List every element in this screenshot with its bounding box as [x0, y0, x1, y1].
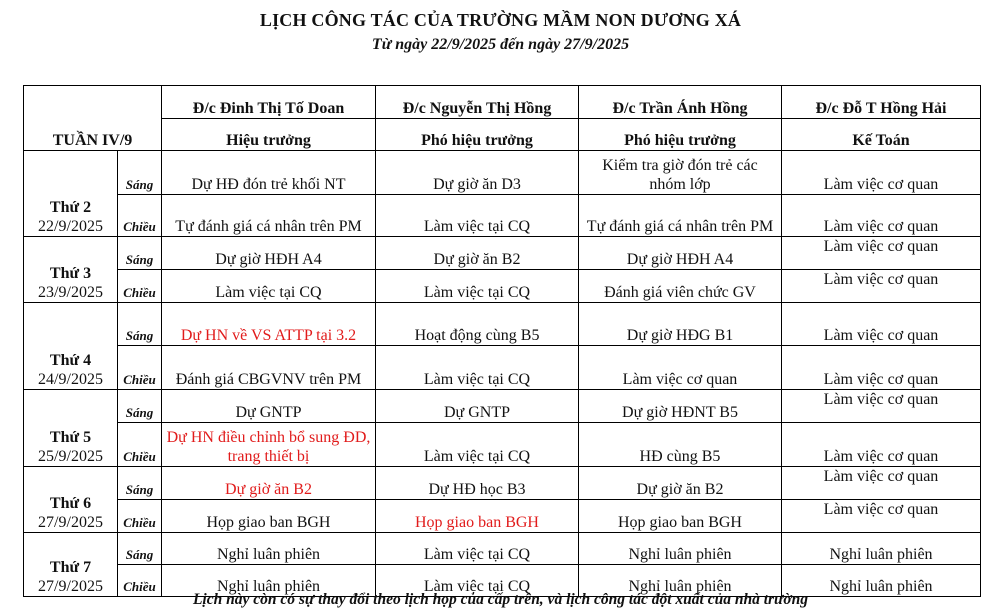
- staff-role-2: Phó hiệu trưởng: [376, 119, 579, 151]
- staff-role-1: Hiệu trưởng: [162, 119, 376, 151]
- schedule-cell: Dự giờ HĐH A4: [162, 237, 376, 270]
- schedule-table: [23, 85, 981, 597]
- schedule-cell: Hoạt động cùng B5: [376, 303, 579, 346]
- schedule-cell: Tự đánh giá cá nhân trên PM: [162, 195, 376, 237]
- schedule-cell: Làm việc tại CQ: [376, 270, 579, 303]
- schedule-cell: Dự giờ HĐNT B5: [579, 390, 782, 423]
- schedule-cell: Dự giờ ăn B2: [376, 237, 579, 270]
- footnote: Lịch này còn có sự thay đổi theo lịch họp của cấp trên, và lịch công tác đột xuất của nhà trường: [192, 591, 809, 608]
- day-date: 27/9/2025: [38, 514, 103, 531]
- schedule-cell: Làm việc tại CQ: [376, 346, 579, 390]
- schedule-cell-highlight: Dự HN về VS ATTP tại 3.2: [162, 303, 376, 346]
- schedule-title: LỊCH CÔNG TÁC CỦA TRƯỜNG MẦM NON DƯƠNG XÁ: [259, 10, 742, 30]
- schedule-cell: Làm việc cơ quan: [782, 390, 981, 423]
- day-date: 24/9/2025: [38, 371, 103, 388]
- schedule-cell: Đánh giá viên chức GV: [579, 270, 782, 303]
- schedule-cell: Làm việc tại CQ: [376, 195, 579, 237]
- staff-role-3: Phó hiệu trưởng: [579, 119, 782, 151]
- schedule-cell: Nghỉ luân phiên: [782, 565, 981, 597]
- session-label: Chiều: [118, 423, 162, 467]
- schedule-cell: Nghỉ luân phiên: [579, 533, 782, 565]
- schedule-cell: Dự HĐ học B3: [376, 467, 579, 500]
- schedule-cell: Làm việc cơ quan: [782, 467, 981, 500]
- day-name: Thứ 3: [49, 265, 92, 282]
- session-label: Chiều: [118, 500, 162, 533]
- schedule-cell: Họp giao ban BGH: [579, 500, 782, 533]
- day-date: 23/9/2025: [38, 284, 103, 301]
- schedule-cell: Làm việc tại CQ: [376, 533, 579, 565]
- day-cell: [24, 390, 118, 467]
- session-label: Chiều: [118, 195, 162, 237]
- session-label: Sáng: [118, 390, 162, 423]
- schedule-cell: Nghỉ luân phiên: [162, 533, 376, 565]
- table-row: [24, 467, 981, 500]
- day-cell: [24, 151, 118, 237]
- schedule-cell: Nghỉ luân phiên: [162, 565, 376, 597]
- schedule-cell: Làm việc tại CQ: [376, 423, 579, 467]
- session-label: Sáng: [118, 303, 162, 346]
- schedule-cell: Làm việc cơ quan: [782, 151, 981, 195]
- schedule-cell: Dự giờ HĐG B1: [579, 303, 782, 346]
- day-name: Thứ 5: [49, 429, 92, 446]
- table-row: [24, 346, 981, 390]
- day-cell: [24, 533, 118, 597]
- schedule-cell: Dự GNTP: [162, 390, 376, 423]
- schedule-cell: Dự giờ ăn D3: [376, 151, 579, 195]
- staff-name-3: Đ/c Trần Ánh Hồng: [579, 86, 782, 119]
- schedule-cell: Nghỉ luân phiên: [782, 533, 981, 565]
- session-label: Sáng: [118, 533, 162, 565]
- table-row: [24, 533, 981, 565]
- table-row: [24, 303, 981, 346]
- session-label: Chiều: [118, 346, 162, 390]
- schedule-cell: Làm việc cơ quan: [579, 346, 782, 390]
- table-row: [24, 270, 981, 303]
- schedule-cell: Dự GNTP: [376, 390, 579, 423]
- schedule-cell: Dự giờ HĐH A4: [579, 237, 782, 270]
- schedule-cell: Làm việc tại CQ: [376, 565, 579, 597]
- schedule-cell-highlight: Họp giao ban BGH: [376, 500, 579, 533]
- schedule-cell: Tự đánh giá cá nhân trên PM: [579, 195, 782, 237]
- table-row: [24, 390, 981, 423]
- schedule-cell: Làm việc cơ quan: [782, 195, 981, 237]
- schedule-cell: Nghỉ luân phiên: [579, 565, 782, 597]
- session-label: Chiều: [118, 565, 162, 597]
- schedule-date-range: Từ ngày 22/9/2025 đến ngày 27/9/2025: [371, 36, 630, 53]
- table-row: [24, 237, 981, 270]
- staff-name-1: Đ/c Đinh Thị Tố Doan: [162, 86, 376, 119]
- schedule-cell: Đánh giá CBGVNV trên PM: [162, 346, 376, 390]
- schedule-cell: HĐ cùng B5: [579, 423, 782, 467]
- week-label: TUẦN IV/9: [24, 86, 162, 151]
- session-label: Sáng: [118, 467, 162, 500]
- session-label: Chiều: [118, 270, 162, 303]
- header-row-roles: [24, 119, 981, 151]
- staff-name-2: Đ/c Nguyễn Thị Hồng: [376, 86, 579, 119]
- schedule-cell: Làm việc cơ quan: [782, 237, 981, 270]
- day-cell: [24, 467, 118, 533]
- day-cell: [24, 237, 118, 303]
- table-row: [24, 423, 981, 467]
- header-row-names: [24, 86, 981, 119]
- schedule-cell: Làm việc tại CQ: [162, 270, 376, 303]
- day-name: Thứ 7: [49, 559, 92, 576]
- schedule-cell: Họp giao ban BGH: [162, 500, 376, 533]
- day-date: 22/9/2025: [38, 218, 103, 235]
- session-label: Sáng: [118, 237, 162, 270]
- day-name: Thứ 6: [49, 495, 92, 512]
- schedule-cell-highlight: Dự giờ ăn B2: [162, 467, 376, 500]
- table-row: [24, 151, 981, 195]
- schedule-cell-highlight: Dự HN điều chỉnh bổ sung ĐD, trang thiết bị: [162, 423, 376, 467]
- schedule-cell: Làm việc cơ quan: [782, 423, 981, 467]
- day-date: 27/9/2025: [38, 578, 103, 595]
- day-name: Thứ 2: [49, 199, 92, 216]
- session-label: Sáng: [118, 151, 162, 195]
- day-name: Thứ 4: [49, 352, 92, 369]
- schedule-cell: Kiểm tra giờ đón trẻ các nhóm lớp: [579, 151, 782, 195]
- schedule-cell: Làm việc cơ quan: [782, 303, 981, 346]
- schedule-cell: Dự HĐ đón trẻ khối NT: [162, 151, 376, 195]
- schedule-cell: Làm việc cơ quan: [782, 270, 981, 303]
- day-cell: [24, 303, 118, 390]
- day-date: 25/9/2025: [38, 448, 103, 465]
- staff-role-4: Kế Toán: [782, 119, 981, 151]
- table-row: [24, 195, 981, 237]
- schedule-cell: Làm việc cơ quan: [782, 500, 981, 533]
- schedule-cell: Làm việc cơ quan: [782, 346, 981, 390]
- table-row: [24, 500, 981, 533]
- staff-name-4: Đ/c Đỗ T Hồng Hải: [782, 86, 981, 119]
- schedule-cell: Dự giờ ăn B2: [579, 467, 782, 500]
